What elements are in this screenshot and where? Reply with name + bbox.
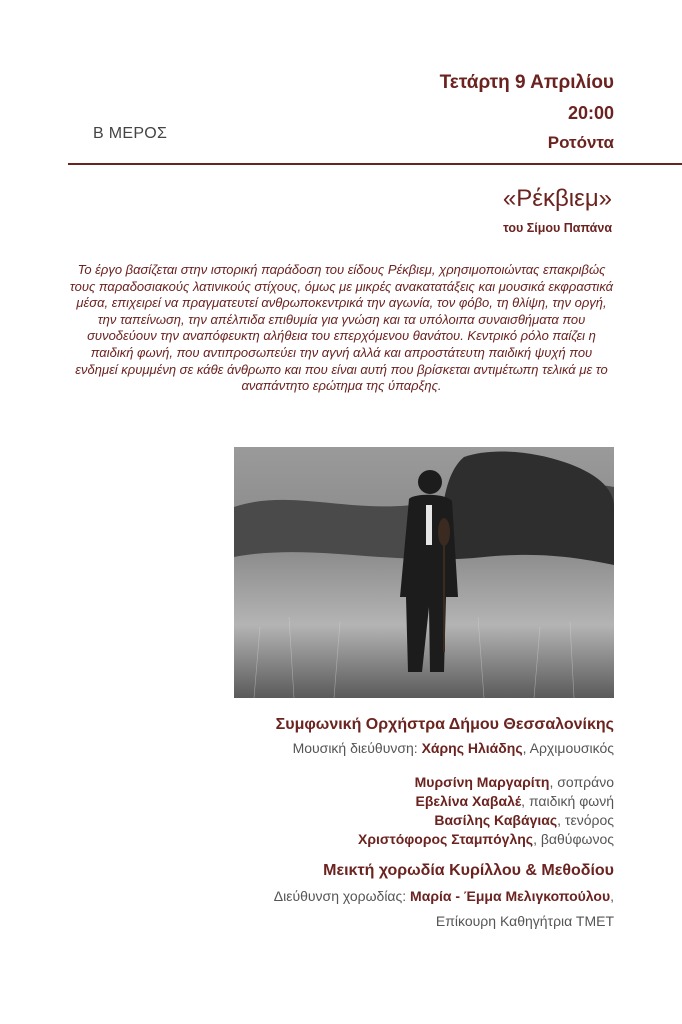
event-info [254,68,614,158]
choir-name: Μεικτή χορωδία Κυρίλλου & Μεθοδίου [323,862,614,879]
choir-director-line [274,888,614,904]
event-venue: Ροτόντα [547,133,614,152]
event-time: 20:00 [567,103,614,123]
choir-director-label: Διεύθυνση χορωδίας: [273,888,407,904]
conductor-name: Χάρης Ηλιάδης [421,740,523,756]
musician-photo [234,447,614,698]
work-title: «Ρέκβιεμ» [502,185,612,212]
part-label: Β ΜΕΡΟΣ [93,125,168,142]
conductor-line [293,740,614,756]
soloists-list [358,773,614,849]
soloist-name: Βασίλης Καβάγιας [434,812,558,828]
conductor-label: Μουσική διεύθυνση: [292,740,418,756]
soloist-row [358,830,614,849]
conductor-role: , Αρχιμουσικός [522,740,614,756]
soloist-row [358,811,614,830]
soloist-name: Χριστόφορος Σταμπόγλης [357,831,534,847]
work-description: Το έργο βασίζεται στην ιστορική παράδοση του είδους Ρέκβιεμ, χρησιμοποιώντας επακριβώς τους παραδοσιακούς λατινικούς στίχους, όμως με μικρές ανακατατάξεις και μουσικά εκφραστικά μέσα, επιχειρεί να πραγματευτεί ανθρωποκεντρικά την αγωνία, τον φόβο, τη θλίψη, την οργή, την ταπείνωση, την απέλπιδα επιθυμία για γνώση και τα υπόλοιπα συναισθήματα που συνοδεύουν την αναπόφευκτη αλήθεια του επερχόμενου θανάτου. Κεντρικό ρόλο παίζει η παιδική φωνή, που αντιπροσωπεύει την αγνή αλλά και απροστάτευτη παιδική ψυχή που ενδημεί κρυμμένη σε κάθε άνθρωπο και που είναι αυτή που βρίσκεται αντιμέτωπη τελικά με το αναπάντητο ερώτημα της ύπαρξης. [69,262,614,394]
choir-director-suffix: , [610,888,614,904]
soloist-role: , τενόρος [557,812,614,828]
work-composer: του Σίμου Παπάνα [503,221,612,235]
choir-director-name: Μαρία - Έμμα Μελιγκοπούλου [410,888,611,904]
orchestra-name: Συμφωνική Ορχήστρα Δήμου Θεσσαλονίκης [275,716,614,733]
soloist-role: , παιδική φωνή [521,793,614,809]
soloist-row [358,792,614,811]
soloist-name: Εβελίνα Χαβαλέ [415,793,522,809]
soloist-row [358,773,614,792]
soloist-role: , βαθύφωνος [533,831,614,847]
soloist-role: , σοπράνο [549,774,614,790]
soloist-name: Μυρσίνη Μαργαρίτη [414,774,550,790]
header-divider [68,163,682,165]
event-date: Τετάρτη 9 Απριλίου [439,72,614,93]
choir-director-title: Επίκουρη Καθηγήτρια ΤΜΕΤ [435,913,614,929]
